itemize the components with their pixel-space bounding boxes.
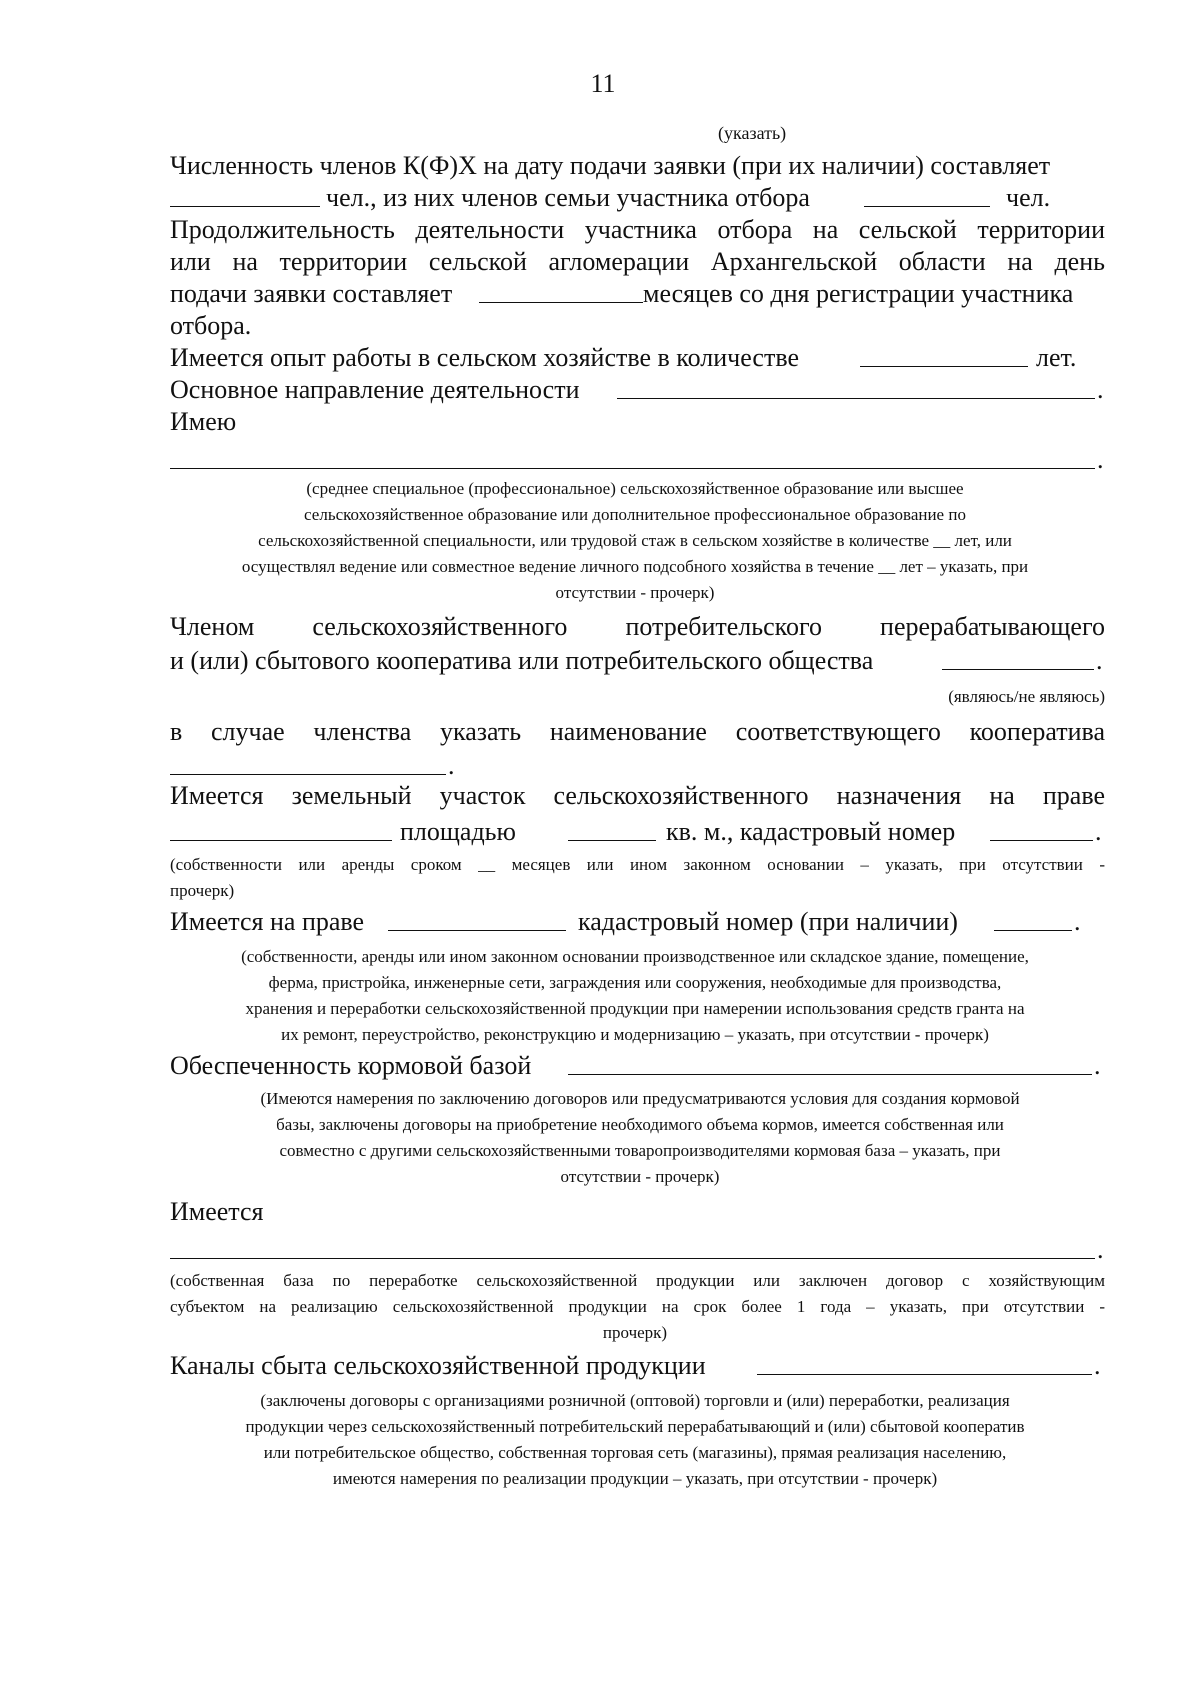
cooperative-line1: Членом сельскохозяйственного потребительского перерабатывающего [170, 612, 1105, 641]
feed-dot: . [1094, 1051, 1101, 1080]
cooperative-hint: (являюсь/не являюсь) [948, 687, 1105, 706]
duration-line4: отбора. [170, 311, 252, 340]
building-note-1: (собственности, аренды или ином законном основании производственное или складское здание, помещение, [241, 947, 1029, 966]
land-area-label: площадью [400, 817, 516, 846]
sales-note-4: имеются намерения по реализации продукции – указать, при отсутствии - прочерк) [332, 1469, 938, 1488]
building-note-2: ферма, пристройка, инженерные сети, заграждения или сооружения, необходимые для производства, [268, 973, 1002, 992]
processing-blank[interactable] [170, 1258, 1095, 1259]
members-line1: Численность членов К(Ф)Х на дату подачи заявки (при их наличии) составляет [170, 151, 1051, 180]
land-note-2: прочерк) [170, 881, 235, 900]
sales-label: Каналы сбыта сельскохозяйственной продукции [170, 1351, 706, 1380]
land-note-1: (собственности или аренды сроком __ месяцев или ином законном основании – указать, при отсутствии - [170, 855, 1105, 874]
members-total-blank[interactable] [170, 206, 320, 207]
education-label: Имею [170, 407, 237, 436]
top-hint: (указать) [718, 123, 787, 143]
processing-note-2: субъектом на реализацию сельскохозяйственной продукции на срок более 1 года – указать, при отсутствии - [170, 1297, 1105, 1316]
sales-dot: . [1094, 1351, 1101, 1380]
building-cadastral-blank[interactable] [994, 930, 1072, 931]
building-right-blank[interactable] [388, 930, 566, 931]
direction-dot: . [1097, 375, 1104, 404]
land-dot: . [1095, 817, 1102, 846]
cooperative-name-blank[interactable] [170, 774, 446, 775]
processing-note-3: прочерк) [602, 1323, 668, 1342]
feed-note-4: отсутствии - прочерк) [560, 1167, 720, 1186]
education-dot: . [1097, 445, 1104, 474]
sales-note-1: (заключены договоры с организациями розничной (оптовой) торговли и (или) переработки, реализация [260, 1391, 1010, 1410]
land-sqm-label: кв. м., кадастровый номер [666, 817, 956, 846]
land-area-blank[interactable] [568, 840, 656, 841]
cooperative-dot: . [1096, 646, 1103, 675]
education-note-5: отсутствии - прочерк) [555, 583, 715, 602]
duration-months-blank[interactable] [479, 302, 643, 303]
building-label: Имеется на праве [170, 907, 365, 936]
sales-blank[interactable] [757, 1374, 1092, 1375]
duration-line3-b: месяцев со дня регистрации участника [643, 279, 1074, 308]
feed-blank[interactable] [568, 1074, 1092, 1075]
cooperative-blank[interactable] [942, 669, 1094, 670]
sales-note-3: или потребительское общество, собственная торговая сеть (магазины), прямая реализация населению, [263, 1443, 1007, 1462]
land-cadastral-blank[interactable] [990, 840, 1093, 841]
experience-years-label: лет. [1036, 343, 1077, 372]
education-blank[interactable] [170, 468, 1095, 469]
members-family-blank[interactable] [864, 206, 990, 207]
building-cadastral-label: кадастровый номер (при наличии) [578, 907, 958, 936]
duration-line3-a: подачи заявки составляет [170, 279, 453, 308]
page-number: 11 [590, 69, 616, 98]
land-right-blank[interactable] [170, 840, 392, 841]
feed-label: Обеспеченность кормовой базой [170, 1051, 532, 1080]
education-note-1: (среднее специальное (профессиональное) сельскохозяйственное образование или высшее [306, 479, 964, 498]
processing-dot: . [1097, 1235, 1104, 1264]
cooperative-dot2: . [448, 751, 455, 780]
education-note-3: сельскохозяйственной специальности, или трудовой стаж в сельском хозяйстве в количестве __ лет, или [258, 531, 1012, 550]
direction-blank[interactable] [617, 398, 1095, 399]
cooperative-line3: в случае членства указать наименование соответствующего кооператива [170, 717, 1105, 746]
education-note-4: осуществлял ведение или совместное ведение личного подсобного хозяйства в течение __ лет – указать, при [241, 557, 1029, 576]
processing-label: Имеется [170, 1197, 264, 1226]
feed-note-1: (Имеются намерения по заключению договоров или предусматриваются условия для создания кормовой [260, 1089, 1020, 1108]
sales-note-2: продукции через сельскохозяйственный потребительский перерабатывающий и (или) сбытовой кооператив [245, 1417, 1025, 1436]
building-note-3: хранения и переработки сельскохозяйственной продукции при намерении использования средств гранта на [245, 999, 1025, 1018]
direction-label: Основное направление деятельности [170, 375, 580, 404]
duration-line1: Продолжительность деятельности участника отбора на сельской территории [170, 215, 1105, 244]
feed-note-3: совместно с другими сельскохозяйственными товаропроизводителями кормовая база – указать, при [279, 1141, 1001, 1160]
duration-line2: или на территории сельской агломерации Архангельской области на день [170, 247, 1105, 276]
members-line2-b: чел. [1006, 183, 1051, 212]
cooperative-line2: и (или) сбытового кооператива или потребительского общества [170, 646, 874, 675]
experience-text: Имеется опыт работы в сельском хозяйстве в количестве [170, 343, 799, 372]
land-line1: Имеется земельный участок сельскохозяйственного назначения на праве [170, 781, 1105, 810]
building-note-4: их ремонт, переустройство, реконструкцию и модернизацию – указать, при отсутствии - прочерк) [281, 1025, 989, 1044]
education-note-2: сельскохозяйственное образование или дополнительное профессиональное образование по [304, 505, 966, 524]
feed-note-2: базы, заключены договоры на приобретение необходимого объема кормов, имеется собственная или [276, 1115, 1004, 1134]
processing-note-1: (собственная база по переработке сельскохозяйственной продукции или заключен договор с хозяйствующим [170, 1271, 1105, 1290]
experience-years-blank[interactable] [860, 366, 1028, 367]
building-dot: . [1074, 907, 1081, 936]
members-line2-a: чел., из них членов семьи участника отбора [326, 183, 810, 212]
